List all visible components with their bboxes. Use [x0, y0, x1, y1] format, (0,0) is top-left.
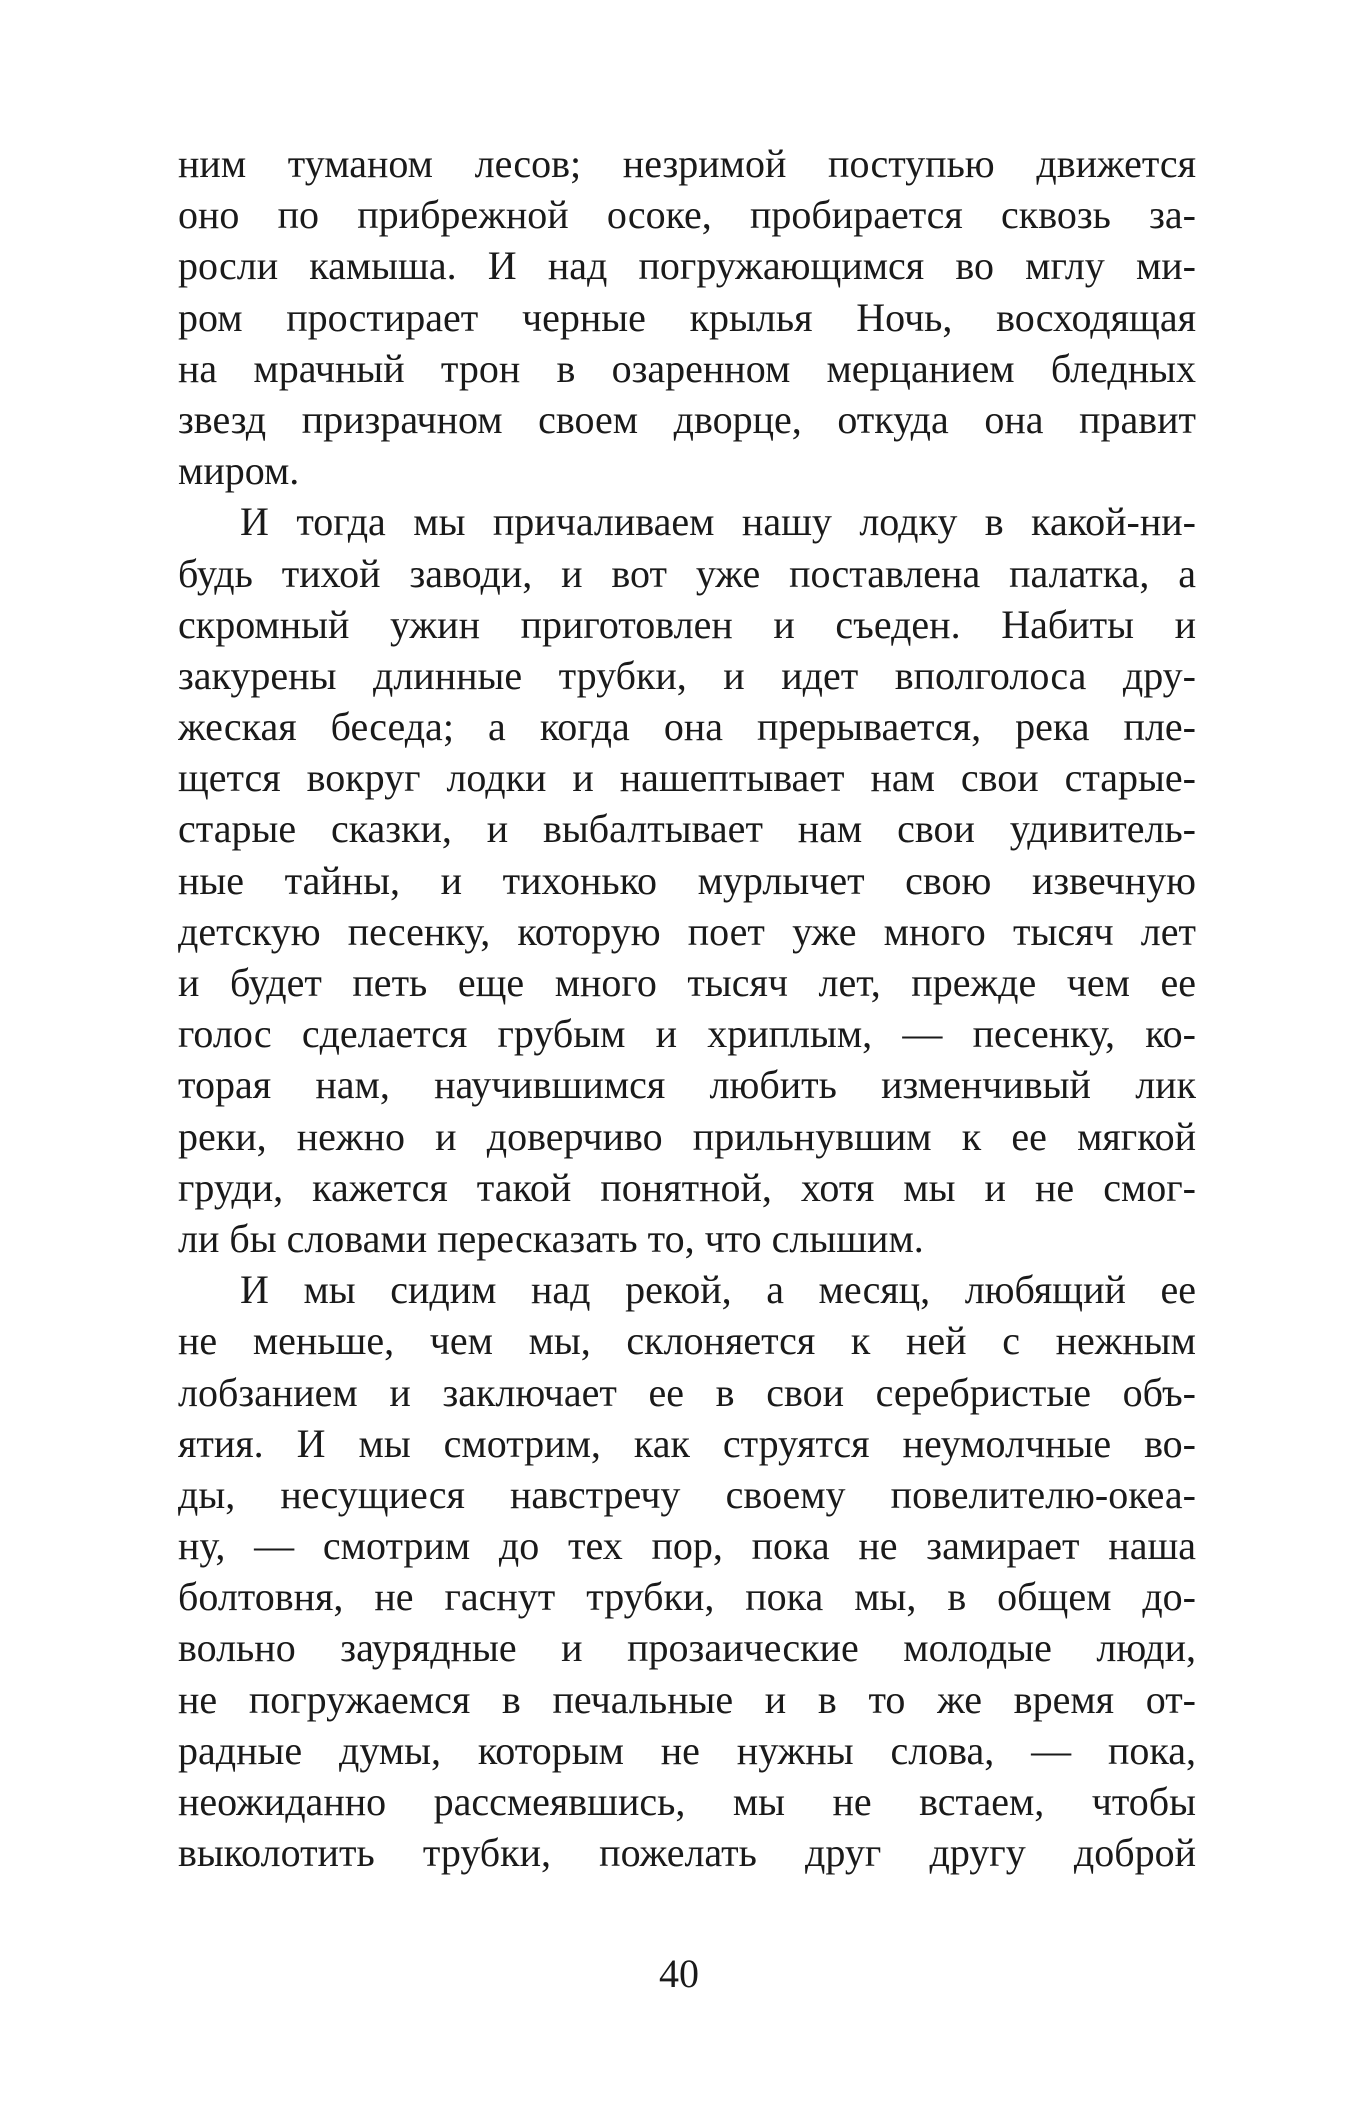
text-line: неожиданно рассмеявшись, мы не встаем, чтобы	[178, 1779, 1196, 1824]
text-line: болтовня, не гаснут трубки, пока мы, в общем до-	[178, 1574, 1196, 1620]
text-line: ром простирает черные крылья Ночь, восходящая	[178, 294, 1196, 340]
text-line: миром.	[178, 448, 300, 494]
text-line: закурены длинные трубки, и идет вполголоса дру-	[178, 652, 1196, 698]
text-line: И тогда мы причаливаем нашу лодку в какой-ни-	[240, 499, 1196, 545]
text-line: голос сделается грубым и хриплым, — песенку, ко-	[178, 1011, 1196, 1057]
text-line: реки, нежно и доверчиво прильнувшим к ее мягкой	[178, 1113, 1196, 1159]
text-line: будь тихой заводи, и вот уже поставлена палатка, а	[178, 550, 1196, 596]
body-text	[178, 138, 1196, 1878]
text-line: скромный ужин приготовлен и съеден. Набиты и	[178, 601, 1196, 647]
text-line: и будет петь еще много тысяч лет, прежде чем ее	[178, 960, 1196, 1005]
text-line: не меньше, чем мы, склоняется к ней с нежным	[178, 1318, 1196, 1364]
text-line: ну, — смотрим до тех пор, пока не замирает наша	[178, 1523, 1196, 1569]
text-line: ним туманом лесов; незримой поступью движется	[178, 141, 1196, 186]
text-line: радные думы, которым не нужны слова, — пока,	[178, 1727, 1196, 1773]
text-line: росли камыша. И над погружающимся во мглу ми-	[178, 243, 1196, 289]
text-line: лобзанием и заключает ее в свои серебристые объ-	[178, 1369, 1196, 1415]
text-line: ятия. И мы смотрим, как струятся неумолчные во-	[178, 1420, 1196, 1466]
text-line: выколотить трубки, пожелать друг другу доброй	[178, 1830, 1196, 1876]
paragraph	[178, 138, 1196, 496]
text-line: щется вокруг лодки и нашептывает нам свои старые-	[178, 755, 1196, 801]
paragraph	[178, 496, 1196, 1264]
text-line: оно по прибрежной осоке, пробирается сквозь за-	[178, 192, 1196, 238]
text-line: на мрачный трон в озаренном мерцанием бледных	[178, 345, 1196, 391]
text-line: торая нам, научившимся любить изменчивый лик	[178, 1062, 1196, 1108]
text-line: И мы сидим над рекой, а месяц, любящий ее	[240, 1267, 1196, 1313]
text-line: не погружаемся в печальные и в то же время от-	[178, 1676, 1196, 1722]
text-line: звезд призрачном своем дворце, откуда она правит	[178, 396, 1196, 442]
text-line: старые сказки, и выбалтывает нам свои удивитель-	[178, 806, 1196, 852]
page-number: 40	[659, 1951, 699, 1996]
text-line: жеская беседа; а когда она прерывается, река пле-	[178, 704, 1196, 750]
text-line: ли бы словами пересказать то, что слышим.	[178, 1215, 924, 1261]
text-line: вольно заурядные и прозаические молодые люди,	[178, 1625, 1196, 1671]
text-line: ды, несущиеся навстречу своему повелителю-океа-	[178, 1471, 1196, 1517]
paragraph	[178, 1264, 1196, 1878]
text-line: ные тайны, и тихонько мурлычет свою извечную	[178, 857, 1196, 903]
text-line: детскую песенку, которую поет уже много тысяч лет	[178, 908, 1196, 954]
text-line: груди, кажется такой понятной, хотя мы и не смог-	[178, 1164, 1196, 1210]
